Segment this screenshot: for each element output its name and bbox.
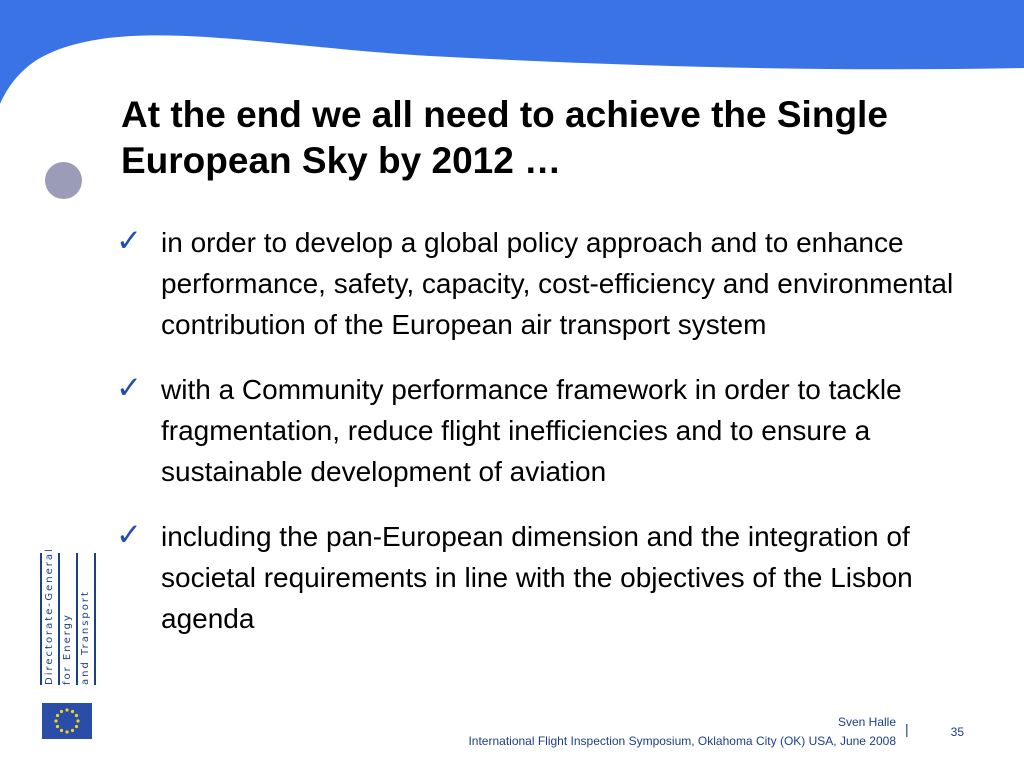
bullet-list [110, 222, 1010, 639]
logo-rule [40, 553, 42, 685]
footer-event: International Flight Inspection Symposium, Oklahoma City (OK) USA, June 2008 [468, 734, 896, 748]
list-item [110, 222, 1010, 345]
checkmark-icon: ✓ [116, 370, 142, 406]
bullet-text: in order to develop a global policy approach and to enhance performance, safety, capacity, cost-efficiency and environmental contribution of the European air transport system [161, 227, 954, 340]
bullet-text: including the pan-European dimension and the integration of societal requirements in line with the objectives of the Lisbon agenda [161, 521, 913, 634]
list-item [110, 516, 1010, 639]
logo-text-line1: Directorate-General [44, 547, 55, 685]
logo-rule [76, 553, 78, 685]
checkmark-icon: ✓ [116, 517, 142, 553]
dg-tren-logo [40, 547, 96, 685]
bullet-text: with a Community performance framework in order to tackle fragmentation, reduce flight inefficiencies and to ensure a sustainable development of aviation [161, 374, 902, 487]
logo-rule [58, 553, 60, 685]
logo-text-line2: for Energy [62, 613, 73, 685]
eu-flag-icon [42, 703, 92, 739]
footer-divider: | [905, 721, 909, 737]
slide-title: At the end we all need to achieve the Single European Sky by 2012 … [121, 94, 888, 181]
title-bullet-dot [45, 162, 82, 199]
logo-rule [94, 553, 96, 685]
logo-text-line3: and Transport [80, 590, 91, 685]
checkmark-icon: ✓ [116, 223, 142, 259]
page-number: 35 [950, 725, 964, 739]
list-item [110, 369, 1010, 492]
footer-presenter: Sven Halle [837, 715, 896, 729]
